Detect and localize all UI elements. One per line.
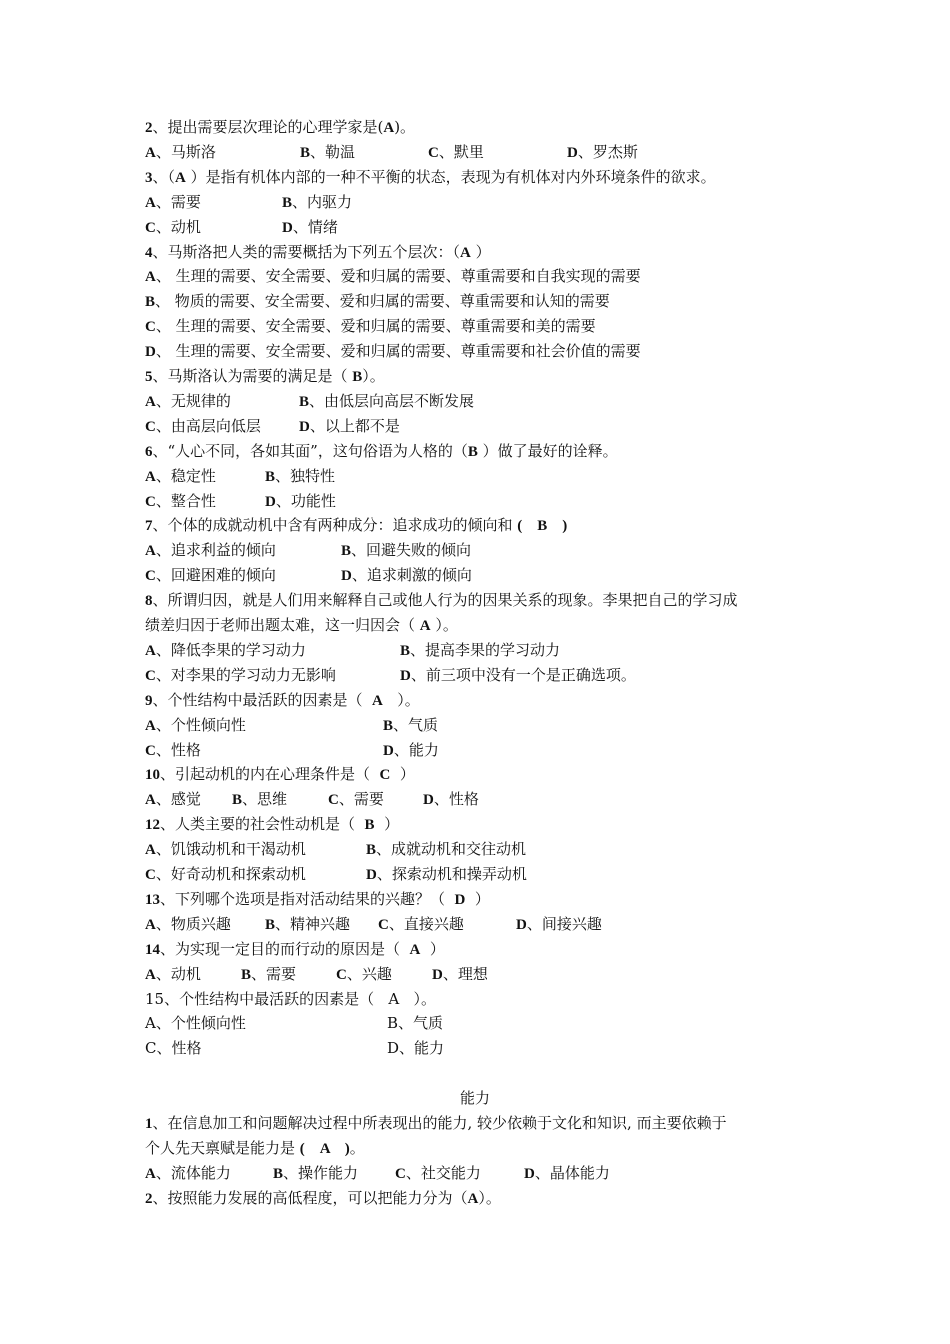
option-letter: D <box>567 145 578 161</box>
question-text-tail: ）。 <box>478 1189 501 1207</box>
option-text: 、以上都不是 <box>309 417 400 435</box>
option-q12a-1 <box>366 839 526 860</box>
answer-key: ( A ) <box>299 1141 350 1157</box>
option-text: 、需要 <box>338 790 384 808</box>
question-text-tail: ）。 <box>430 616 458 634</box>
option-text: 、晶体能力 <box>534 1164 610 1182</box>
section-heading: 能力 <box>459 1089 490 1107</box>
question-text: 、按照能力发展的高低程度，可以把能力分为（ <box>152 1189 468 1207</box>
question-text-tail: ）是指有机体内部的一种不平衡的状态，表现为有机体对内外环境条件的欲求。 <box>185 168 716 186</box>
option-q3b-0 <box>145 217 201 238</box>
question-line-q15 <box>145 989 436 1009</box>
option-q4-3 <box>145 341 641 362</box>
option-text: 、勒温 <box>310 143 356 161</box>
question-number: 10 <box>145 767 160 783</box>
option-q2-2 <box>428 142 484 163</box>
answer-key: A <box>460 245 471 261</box>
question-text: 、下列哪个选项是指对活动结果的兴趣？（ <box>160 890 455 908</box>
option-text: 、回避困难的倾向 <box>155 566 276 584</box>
option-text: 、降低李果的学习动力 <box>155 641 306 659</box>
option-text: 、个性倾向性 <box>155 716 246 734</box>
option-q10-0 <box>145 789 201 810</box>
option-letter: A <box>145 967 156 983</box>
option-letter: C <box>145 494 156 510</box>
option-n1-0 <box>145 1163 231 1184</box>
option-q3a-1 <box>282 192 352 213</box>
option-q6b-1 <box>265 491 336 512</box>
option-text: 、由高层向低层 <box>155 417 261 435</box>
question-line-q8a <box>145 590 738 611</box>
option-q9b-0 <box>145 740 201 761</box>
option-text: D、能力 <box>387 1039 445 1057</box>
option-text: 、思维 <box>242 790 288 808</box>
option-letter: C <box>428 145 439 161</box>
option-letter: A <box>145 269 156 285</box>
question-text-tail: ） <box>465 890 490 908</box>
option-q8b-0 <box>145 665 336 686</box>
option-letter: D <box>383 743 394 759</box>
option-text: 、物质兴趣 <box>155 915 231 933</box>
option-text: 、无规律的 <box>155 392 231 410</box>
answer-key: A <box>175 170 186 186</box>
option-q14-1 <box>241 964 296 985</box>
option-q13-1 <box>265 914 350 935</box>
question-number: 8 <box>145 593 153 609</box>
question-line-q9 <box>145 690 420 711</box>
question-number: 1 <box>145 1116 153 1132</box>
option-n1-2 <box>395 1163 481 1184</box>
question-line-q12 <box>145 814 399 835</box>
option-letter: B <box>299 394 310 410</box>
option-letter: A <box>145 917 156 933</box>
option-text: 、对李果的学习动力无影响 <box>155 666 336 684</box>
option-text: 、 生理的需要、安全需要、爱和归属的需要、尊重需要和美的需要 <box>155 317 596 335</box>
question-text: 15、个性结构中最活跃的因素是（ A ）。 <box>145 990 437 1008</box>
option-text: 、追求利益的倾向 <box>155 541 276 559</box>
option-letter: A <box>145 792 156 808</box>
question-text: 个人先天禀赋是能力是 <box>145 1139 300 1157</box>
answer-key: C <box>379 767 391 783</box>
option-letter: B <box>300 145 311 161</box>
option-q15a-1 <box>387 1013 443 1033</box>
question-text: 绩差归因于老师出题太难，这一归因会（ <box>145 616 420 634</box>
option-letter: D <box>341 568 352 584</box>
option-text: 、需要 <box>155 193 201 211</box>
question-text-tail: ）做了最好的诠释。 <box>477 442 618 460</box>
question-text: 、（ <box>152 168 176 186</box>
option-letter: C <box>145 743 156 759</box>
option-q9a-1 <box>383 715 438 736</box>
option-letter: A <box>145 1166 156 1182</box>
option-letter: D <box>423 792 434 808</box>
question-text-tail: ） <box>420 940 445 958</box>
option-n1-1 <box>273 1163 358 1184</box>
question-text-tail: ） <box>374 815 400 833</box>
option-text: 、提高李果的学习动力 <box>410 641 561 659</box>
option-letter: B <box>265 917 276 933</box>
option-letter: A <box>145 543 156 559</box>
option-text: 、独特性 <box>275 467 336 485</box>
option-letter: D <box>516 917 527 933</box>
question-line-q8b <box>145 615 458 636</box>
question-text-tail: ）。 <box>362 367 385 385</box>
question-text: 、提出需要层次理论的心理学家是( <box>152 118 384 136</box>
option-text: 、 物质的需要、安全需要、爱和归属的需要、尊重需要和认知的需要 <box>155 292 610 310</box>
option-q7a-0 <box>145 540 276 561</box>
question-number: 13 <box>145 892 160 908</box>
option-letter: A <box>145 842 156 858</box>
question-number: 2 <box>145 1191 153 1207</box>
option-text: 、功能性 <box>275 492 336 510</box>
option-letter: B <box>400 643 411 659</box>
option-q6a-1 <box>265 466 335 487</box>
option-q7b-0 <box>145 565 276 586</box>
option-q5b-0 <box>145 416 261 437</box>
question-number: 14 <box>145 942 160 958</box>
answer-key: A <box>419 618 431 634</box>
option-q3a-0 <box>145 192 201 213</box>
question-text: 、马斯洛认为需要的满足是（ <box>152 367 353 385</box>
option-text: 、情绪 <box>292 218 338 236</box>
option-letter: B <box>241 967 252 983</box>
question-line-n1b <box>145 1138 365 1159</box>
option-text: 、性格 <box>433 790 479 808</box>
question-text: 、个性结构中最活跃的因素是（ <box>152 691 373 709</box>
option-q7a-1 <box>341 540 471 561</box>
option-text: 、 生理的需要、安全需要、爱和归属的需要、尊重需要和自我实现的需要 <box>155 267 641 285</box>
option-n1-3 <box>524 1163 610 1184</box>
option-text: 、动机 <box>155 965 201 983</box>
answer-key: B <box>364 817 375 833</box>
question-text: 、在信息加工和问题解决过程中所表现出的能力, 较少依赖于文化和知识, 而主要依赖于 <box>152 1114 727 1132</box>
option-text: 、成就动机和交往动机 <box>376 840 527 858</box>
option-text: 、需要 <box>251 965 297 983</box>
option-text: 、由低层向高层不断发展 <box>309 392 475 410</box>
option-text: 、探索动机和操弄动机 <box>376 865 527 883</box>
option-q8a-0 <box>145 640 306 661</box>
option-q6b-0 <box>145 491 216 512</box>
option-text: 、 生理的需要、安全需要、爱和归属的需要、尊重需要和社会价值的需要 <box>155 342 641 360</box>
option-text: 、兴趣 <box>346 965 392 983</box>
option-letter: B <box>366 842 377 858</box>
question-line-q4 <box>145 242 491 263</box>
option-text: 、饥饿动机和干渴动机 <box>155 840 306 858</box>
option-text: C、性格 <box>145 1039 202 1057</box>
option-q14-2 <box>336 964 392 985</box>
option-letter: B <box>232 792 243 808</box>
option-q5b-1 <box>299 416 400 437</box>
answer-key: B <box>352 369 363 385</box>
option-text: 、追求刺激的倾向 <box>351 566 472 584</box>
answer-key: A <box>383 120 395 136</box>
question-line-q13 <box>145 889 490 910</box>
option-q14-3 <box>432 964 488 985</box>
question-line-q3 <box>145 167 716 188</box>
question-number: 3 <box>145 170 153 186</box>
option-letter: B <box>265 469 276 485</box>
option-text: B、气质 <box>387 1014 444 1032</box>
question-text-tail: ）。 <box>382 691 420 709</box>
question-text-tail: )。 <box>394 118 416 136</box>
option-q13-0 <box>145 914 231 935</box>
option-q15b-1 <box>387 1038 444 1058</box>
question-number: 7 <box>145 518 153 534</box>
option-letter: D <box>265 494 276 510</box>
option-letter: D <box>145 344 156 360</box>
question-text-tail: 。 <box>349 1139 365 1157</box>
option-letter: C <box>395 1166 406 1182</box>
option-q15a-0 <box>145 1013 246 1033</box>
option-q8b-1 <box>400 665 636 686</box>
question-line-q5 <box>145 366 385 387</box>
option-text: 、前三项中没有一个是正确选项。 <box>410 666 636 684</box>
option-q7b-1 <box>341 565 472 586</box>
option-letter: B <box>273 1166 284 1182</box>
option-letter: C <box>145 867 156 883</box>
question-text-tail: ） <box>390 765 415 783</box>
question-number: 5 <box>145 369 153 385</box>
option-text: 、性格 <box>155 741 201 759</box>
option-q10-3 <box>423 789 479 810</box>
question-line-q14 <box>145 939 445 960</box>
option-text: 、能力 <box>393 741 439 759</box>
question-line-q2 <box>145 117 415 138</box>
option-q14-0 <box>145 964 201 985</box>
option-text: 、流体能力 <box>155 1164 231 1182</box>
question-text: 、“人心不同，各如其面”，这句俗语为人格的（ <box>152 442 468 460</box>
option-letter: B <box>145 294 156 310</box>
question-text: 、人类主要的社会性动机是（ <box>160 815 365 833</box>
option-letter: D <box>524 1166 535 1182</box>
question-line-n2 <box>145 1188 501 1209</box>
question-text-tail: ） <box>470 243 491 261</box>
option-letter: B <box>341 543 352 559</box>
option-text: 、马斯洛 <box>155 143 216 161</box>
option-letter: C <box>145 668 156 684</box>
option-letter: B <box>282 195 293 211</box>
question-line-q6 <box>145 441 618 462</box>
option-q10-1 <box>232 789 287 810</box>
option-text: 、内驱力 <box>292 193 353 211</box>
option-q12a-0 <box>145 839 306 860</box>
option-text: 、默里 <box>438 143 484 161</box>
option-q13-3 <box>516 914 602 935</box>
option-letter: D <box>366 867 377 883</box>
option-letter: D <box>432 967 443 983</box>
answer-key: D <box>454 892 466 908</box>
option-letter: C <box>336 967 347 983</box>
question-text: 、所谓归因，就是人们用来解释自己或他人行为的因果关系的现象。李果把自己的学习成 <box>152 591 738 609</box>
option-letter: B <box>383 718 394 734</box>
answer-key: B <box>467 444 478 460</box>
option-text: 、感觉 <box>155 790 201 808</box>
option-q5a-1 <box>299 391 474 412</box>
question-line-q10 <box>145 764 415 785</box>
option-q12b-0 <box>145 864 306 885</box>
option-letter: A <box>145 643 156 659</box>
option-q5a-0 <box>145 391 231 412</box>
option-text: 、社交能力 <box>405 1164 481 1182</box>
option-q2-0 <box>145 142 216 163</box>
option-letter: A <box>145 469 156 485</box>
question-text: 、个体的成就动机中含有两种成分：追求成功的倾向和 <box>152 516 518 534</box>
answer-key: A <box>372 693 383 709</box>
option-text: 、操作能力 <box>283 1164 359 1182</box>
option-q3b-1 <box>282 217 338 238</box>
option-letter: D <box>400 668 411 684</box>
option-q15b-0 <box>145 1038 201 1058</box>
option-letter: A <box>145 145 156 161</box>
option-text: 、直接兴趣 <box>388 915 464 933</box>
option-q4-0 <box>145 266 641 287</box>
option-q4-2 <box>145 316 596 337</box>
option-letter: D <box>299 419 310 435</box>
option-text: 、回避失败的倾向 <box>351 541 472 559</box>
option-letter: C <box>145 568 156 584</box>
option-text: 、间接兴趣 <box>526 915 602 933</box>
option-letter: A <box>145 195 156 211</box>
option-letter: C <box>145 319 156 335</box>
option-q2-1 <box>300 142 355 163</box>
question-number: 12 <box>145 817 160 833</box>
question-text: 、马斯洛把人类的需要概括为下列五个层次：（ <box>152 243 461 261</box>
option-q12b-1 <box>366 864 527 885</box>
option-letter: A <box>145 394 156 410</box>
question-text: 、为实现一定目的而行动的原因是（ <box>160 940 410 958</box>
option-letter: C <box>378 917 389 933</box>
option-text: 、罗杰斯 <box>577 143 638 161</box>
option-q4-1 <box>145 291 610 312</box>
answer-key: A <box>409 942 421 958</box>
answer-key: A <box>467 1191 479 1207</box>
option-text: 、精神兴趣 <box>275 915 351 933</box>
option-q6a-0 <box>145 466 216 487</box>
question-line-n1a <box>145 1113 727 1134</box>
option-q10-2 <box>328 789 384 810</box>
option-text: 、稳定性 <box>155 467 216 485</box>
question-text: 、引起动机的内在心理条件是（ <box>160 765 380 783</box>
option-q9b-1 <box>383 740 439 761</box>
option-letter: A <box>145 718 156 734</box>
option-letter: C <box>145 220 156 236</box>
option-letter: C <box>328 792 339 808</box>
option-letter: D <box>282 220 293 236</box>
question-number: 4 <box>145 245 153 261</box>
option-q9a-0 <box>145 715 246 736</box>
option-text: 、整合性 <box>155 492 216 510</box>
question-number: 6 <box>145 444 153 460</box>
option-q13-2 <box>378 914 464 935</box>
answer-key: ( B ) <box>517 518 568 534</box>
option-text: 、理想 <box>442 965 488 983</box>
option-text: 、气质 <box>393 716 439 734</box>
option-text: 、动机 <box>155 218 201 236</box>
option-q8a-1 <box>400 640 560 661</box>
option-q2-3 <box>567 142 638 163</box>
question-number: 2 <box>145 120 153 136</box>
option-text: A、个性倾向性 <box>145 1014 246 1032</box>
option-text: 、好奇动机和探索动机 <box>155 865 306 883</box>
question-line-q7 <box>145 515 567 536</box>
option-letter: C <box>145 419 156 435</box>
question-number: 9 <box>145 693 153 709</box>
